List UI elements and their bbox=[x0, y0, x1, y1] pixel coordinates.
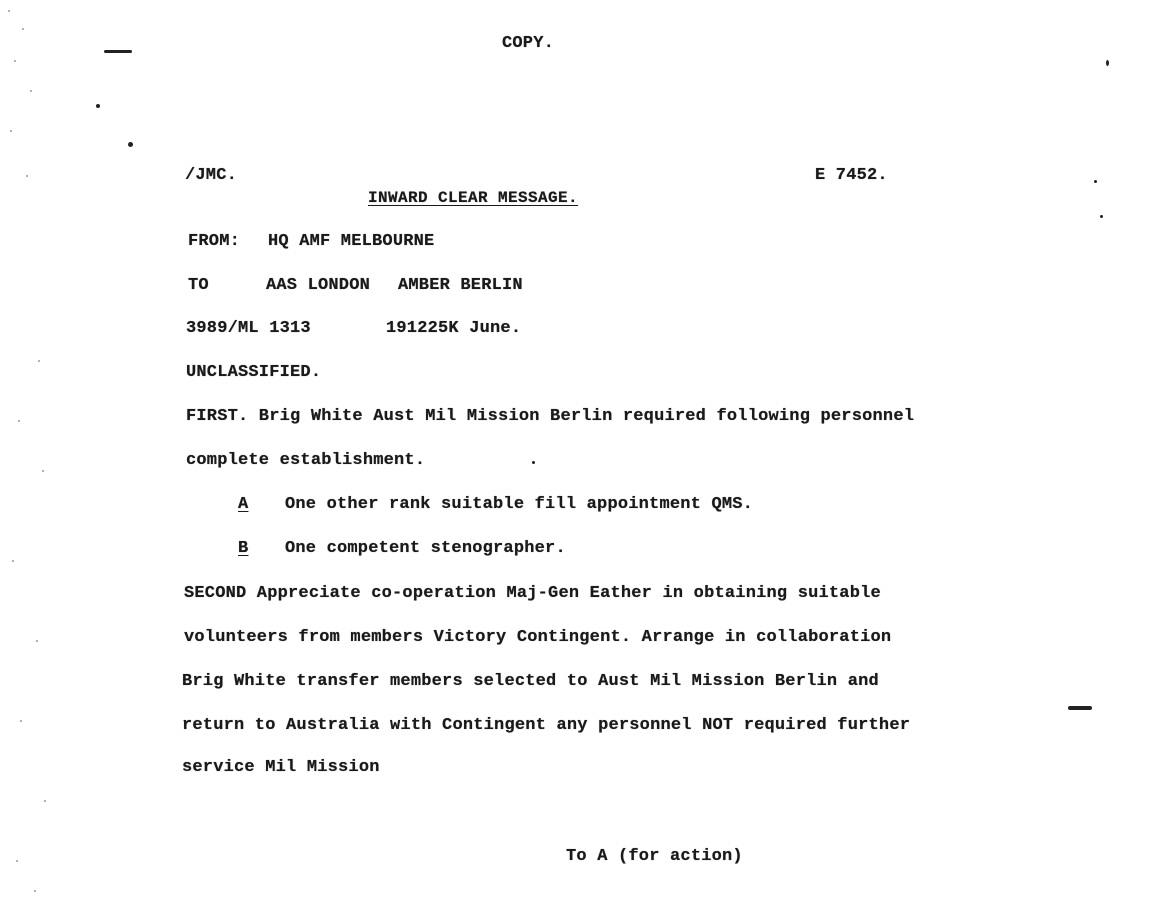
scan-speck bbox=[96, 104, 100, 108]
date-time-group: 191225K June. bbox=[386, 319, 522, 338]
second-paragraph-line: SECOND Appreciate co-operation Maj-Gen Eather in obtaining suitable bbox=[184, 584, 881, 603]
item-b-letter: B bbox=[238, 539, 249, 558]
to-value-berlin: AMBER BERLIN bbox=[398, 276, 523, 295]
copy-mark: COPY. bbox=[502, 34, 555, 53]
page-title: INWARD CLEAR MESSAGE. bbox=[368, 189, 579, 207]
routing-line: To A (for action) bbox=[566, 847, 743, 866]
scan-speck bbox=[1100, 215, 1103, 218]
to-value-london: AAS LONDON bbox=[266, 276, 371, 295]
scan-mark bbox=[1068, 706, 1092, 710]
message-number: 3989/ML 1313 bbox=[186, 319, 311, 338]
scan-speck bbox=[532, 461, 535, 464]
item-a-letter: A bbox=[238, 495, 249, 514]
scan-mark bbox=[104, 50, 132, 53]
scan-noise bbox=[0, 0, 60, 906]
second-paragraph-line: Brig White transfer members selected to Aust Mil Mission Berlin and bbox=[182, 672, 879, 691]
scan-speck bbox=[128, 142, 133, 147]
from-label: FROM: bbox=[188, 232, 241, 251]
item-b-text: One competent stenographer. bbox=[285, 539, 566, 558]
to-label: TO bbox=[188, 276, 209, 295]
reference-right: E 7452. bbox=[815, 166, 888, 185]
scan-speck bbox=[1094, 180, 1097, 183]
second-paragraph-line: volunteers from members Victory Contingent. Arrange in collaboration bbox=[184, 628, 892, 647]
second-paragraph-line: return to Australia with Contingent any personnel NOT required further bbox=[182, 716, 911, 735]
item-a-text: One other rank suitable fill appointment QMS. bbox=[285, 495, 754, 514]
reference-left: /JMC. bbox=[185, 166, 238, 185]
first-paragraph-line: FIRST. Brig White Aust Mil Mission Berlin required following personnel bbox=[186, 407, 915, 426]
classification: UNCLASSIFIED. bbox=[186, 363, 322, 382]
scan-speck bbox=[1106, 60, 1109, 66]
first-paragraph-line: complete establishment. bbox=[186, 451, 426, 470]
from-value: HQ AMF MELBOURNE bbox=[268, 232, 435, 251]
second-paragraph-line: service Mil Mission bbox=[182, 758, 380, 777]
